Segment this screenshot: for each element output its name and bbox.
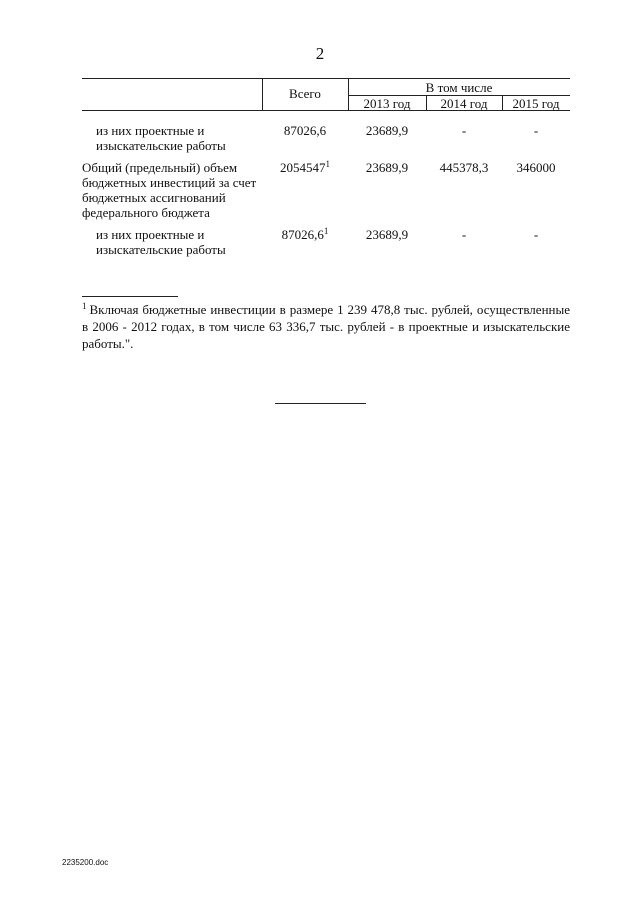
cell-2014: - bbox=[461, 123, 467, 138]
footnote bbox=[82, 301, 570, 352]
footnote-text: Включая бюджетные инвестиции в размере 1 239 478,8 тыс. рублей, осуществленные в 2006 - 2012 годах, в том числе 63 336,7 тыс. рублей - в проектные и изыскательские работы.". bbox=[82, 302, 570, 351]
cell-2013: 23689,9 bbox=[365, 123, 409, 138]
row-label-line: из них проектные и bbox=[96, 227, 205, 242]
cell-2014: - bbox=[461, 227, 467, 242]
row-label bbox=[96, 227, 226, 257]
header-year-2015: 2015 год bbox=[512, 96, 560, 111]
row-label-line: изыскательские работы bbox=[96, 242, 226, 257]
cell-2015: - bbox=[533, 123, 539, 138]
header-total: Всего bbox=[289, 86, 321, 101]
row-label-line: изыскательские работы bbox=[96, 138, 226, 153]
row-label-line: из них проектные и bbox=[96, 123, 205, 138]
cell-total-footnote-mark: 1 bbox=[325, 159, 330, 169]
header-year-2014: 2014 год bbox=[440, 96, 488, 111]
cell-2015: - bbox=[533, 227, 539, 242]
cell-total bbox=[262, 123, 348, 138]
footnote-separator bbox=[82, 296, 178, 297]
cell-2015: 346000 bbox=[516, 160, 556, 175]
cell-total-footnote-mark: 1 bbox=[323, 226, 329, 236]
document-id: 2235200.doc bbox=[62, 858, 109, 867]
footnote-mark: 1 bbox=[82, 301, 87, 311]
header-group: В том числе bbox=[425, 80, 493, 95]
cell-total bbox=[262, 160, 348, 175]
cell-total-value: 2054547 bbox=[280, 160, 326, 175]
row-label-line: Общий (предельный) объем bbox=[82, 160, 238, 175]
row-label bbox=[82, 160, 256, 220]
header-year-2013: 2013 год bbox=[363, 96, 411, 111]
header-top-rule bbox=[82, 78, 570, 79]
row-label-line: бюджетных ассигнований bbox=[82, 190, 226, 205]
cell-total-value: 87026,6 bbox=[283, 123, 327, 138]
cell-total-value: 87026,6 bbox=[281, 227, 324, 242]
row-label-line: бюджетных инвестиций за счет bbox=[82, 175, 257, 190]
cell-2013: 23689,9 bbox=[365, 160, 409, 175]
cell-2013: 23689,9 bbox=[365, 227, 409, 242]
row-label-line: федерального бюджета bbox=[82, 205, 210, 220]
cell-2014: 445378,3 bbox=[439, 160, 489, 175]
row-label bbox=[96, 123, 226, 153]
cell-total bbox=[262, 227, 348, 242]
end-of-text-rule bbox=[275, 403, 366, 404]
page-number: 2 bbox=[315, 44, 325, 63]
